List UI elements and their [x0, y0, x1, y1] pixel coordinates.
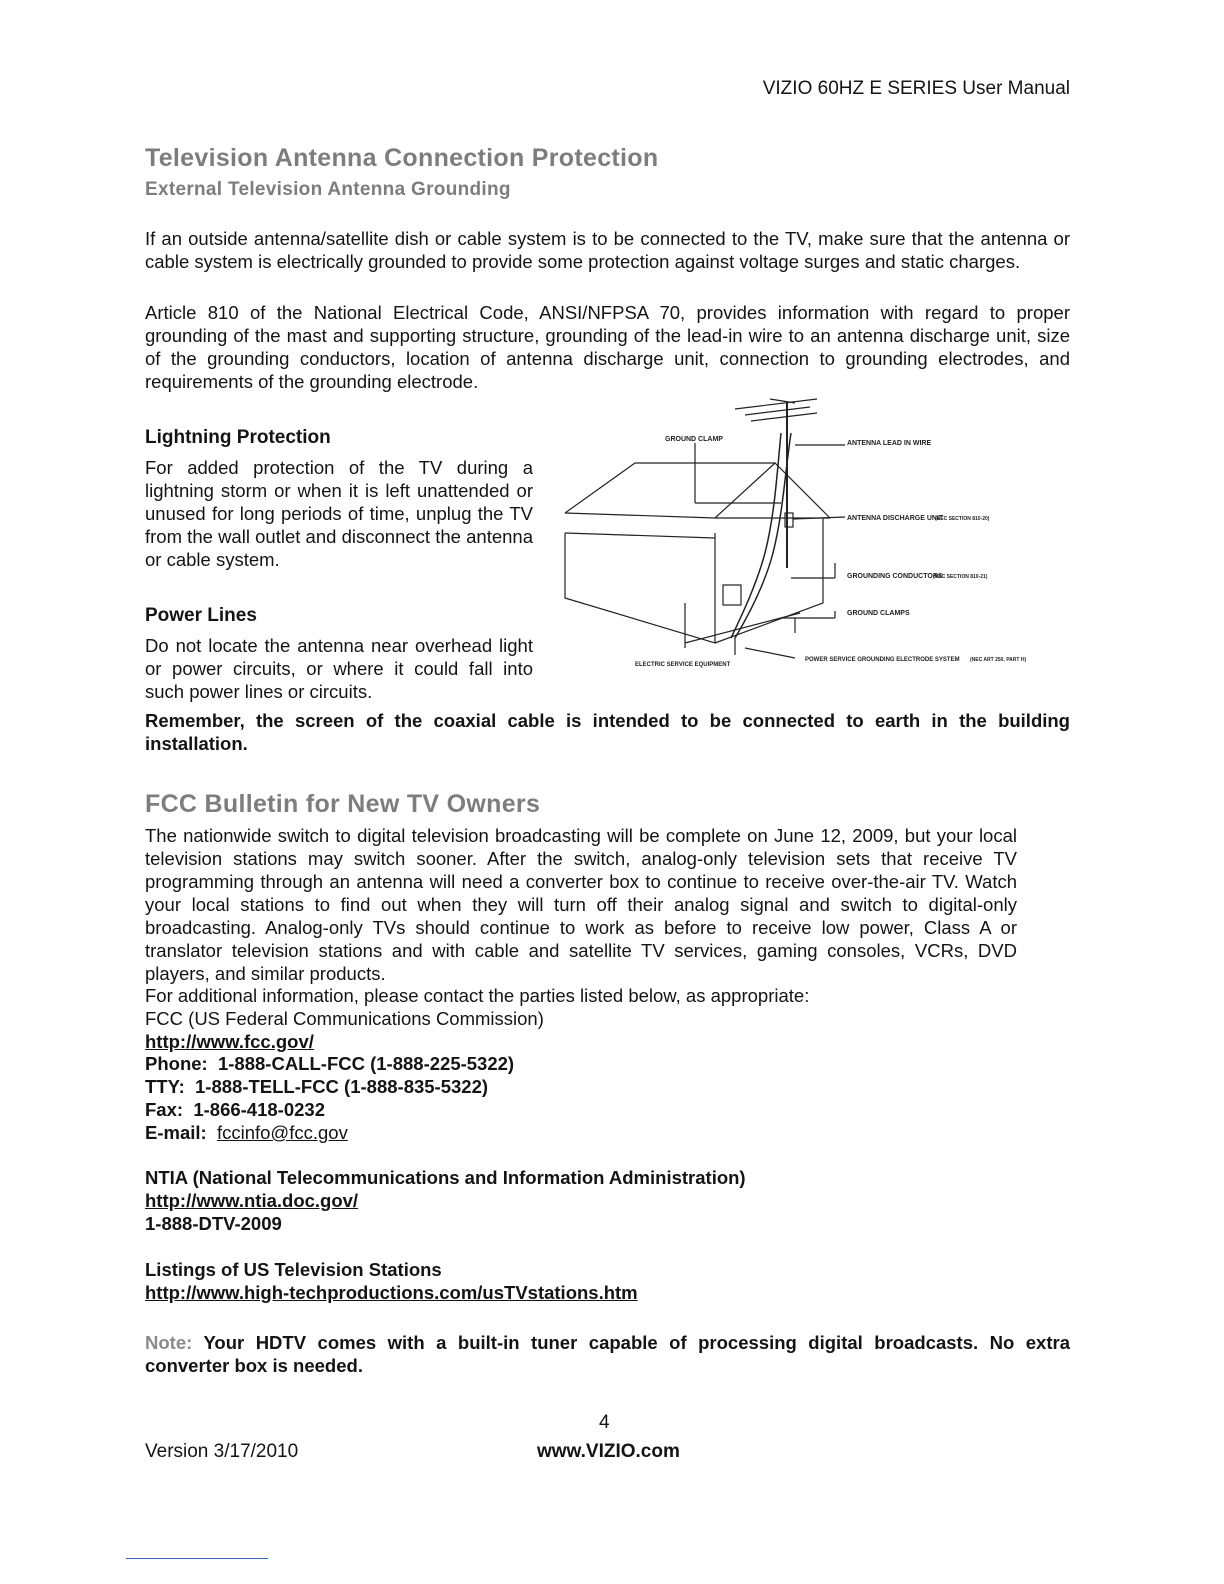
lightning-protection-text: For added protection of the TV during a lightning storm or when it is left unattended or unused for long periods of time, unplug the TV from the wall outlet and disconnect the antenna or cable system.	[145, 457, 533, 570]
email-link[interactable]: fccinfo@fcc.gov	[216, 1122, 348, 1143]
note-text: Your HDTV comes with a built-in tuner capable of processing digital broadcasts. No extra converter box is needed.	[145, 1332, 1070, 1376]
label-ground-clamps: GROUND CLAMPS	[847, 610, 910, 617]
label-antenna-lead: ANTENNA LEAD IN WIRE	[847, 440, 932, 447]
tty-label: TTY:	[145, 1076, 185, 1097]
power-lines-block	[145, 605, 257, 627]
ntia-phone: 1-888-DTV-2009	[145, 1213, 282, 1234]
ntia-url-link[interactable]: http://www.ntia.doc.gov/	[145, 1190, 359, 1211]
power-lines-text: Do not locate the antenna near overhead light or power circuits, or where it could fall into such power lines or circuits.	[145, 635, 533, 702]
label-power-ref: (NEC ART 250, PART H)	[970, 657, 1027, 663]
fax-label: Fax:	[145, 1099, 184, 1120]
phone-label: Phone:	[145, 1053, 208, 1074]
label-conductors-ref: (NEC SECTION 810-21)	[933, 574, 988, 580]
section-title-antenna-protection: Television Antenna Connection Protection	[145, 144, 659, 172]
lead-in-wire	[735, 433, 791, 638]
label-power-service: POWER SERVICE GROUNDING ELECTRODE SYSTEM	[805, 657, 960, 663]
article-810-paragraph: Article 810 of the National Electrical Code, ANSI/NFPSA 70, provides information with regard to proper grounding of the mast and supporting structure, grounding of the lead-in wire to an antenna discharge unit, size of the grounding conductors, location of antenna discharge unit, connection to grounding electrodes, and requirements of the grounding electrode.	[145, 302, 1070, 392]
electric-service-box	[723, 585, 741, 605]
antenna-grounding-diagram	[555, 393, 1045, 683]
subsection-title-grounding: External Television Antenna Grounding	[145, 179, 511, 200]
lightning-protection-heading: Lightning Protection	[145, 427, 331, 448]
bottom-rule	[126, 1558, 268, 1559]
label-discharge-unit: ANTENNA DISCHARGE UNIT	[847, 515, 944, 522]
note-label: Note:	[145, 1332, 193, 1353]
phone-value: 1-888-CALL-FCC (1-888-225-5322)	[217, 1053, 515, 1074]
email-label: E-mail:	[145, 1122, 207, 1143]
lightning-protection-block	[145, 427, 331, 449]
fcc-phone-line	[145, 1052, 514, 1075]
house-wall-outline	[565, 533, 715, 643]
house-roof-outline	[565, 463, 830, 518]
label-electric-service: ELECTRIC SERVICE EQUIPMENT	[635, 662, 731, 668]
label-grounding-conductors: GROUNDING CONDUCTORS	[847, 573, 943, 580]
fax-value: 1-866-418-0232	[193, 1099, 325, 1120]
version-footer: Version 3/17/2010	[145, 1441, 299, 1462]
fcc-name: FCC (US Federal Communications Commission)	[145, 1008, 544, 1029]
power-lines-heading: Power Lines	[145, 605, 257, 626]
listings-heading: Listings of US Television Stations	[145, 1259, 442, 1280]
tty-value: 1-888-TELL-FCC (1-888-835-5322)	[195, 1076, 489, 1097]
fcc-fax-line	[145, 1098, 325, 1121]
page-number: 4	[599, 1412, 610, 1433]
label-discharge-ref: (NEC SECTION 810-20)	[935, 516, 990, 522]
ntia-name: NTIA (National Telecommunications and Information Administration)	[145, 1167, 746, 1188]
contact-intro: For additional information, please contact the parties listed below, as appropriate:	[145, 985, 810, 1006]
remember-coaxial-statement: Remember, the screen of the coaxial cable is intended to be connected to earth in the building installation.	[145, 710, 1070, 754]
intro-paragraph: If an outside antenna/satellite dish or cable system is to be connected to the TV, make sure that the antenna or cable system is electrically grounded to provide some protection against voltage surges and static charges.	[145, 228, 1070, 272]
fcc-email-line	[145, 1121, 348, 1144]
fcc-url-link[interactable]: http://www.fcc.gov/	[145, 1031, 314, 1052]
section-title-fcc-bulletin: FCC Bulletin for New TV Owners	[145, 790, 541, 818]
website-footer: www.VIZIO.com	[537, 1441, 680, 1462]
manual-title-header: VIZIO 60HZ E SERIES User Manual	[762, 78, 1070, 99]
fcc-tty-line	[145, 1075, 488, 1098]
note-paragraph	[145, 1331, 1070, 1377]
listings-url-link[interactable]: http://www.high-techproductions.com/usTVstations.htm	[145, 1282, 638, 1303]
fcc-bulletin-body: The nationwide switch to digital television broadcasting will be complete on June 12, 2009, but your local television stations may switch sooner. After the switch, analog-only television sets that receive TV programming through an antenna will need a converter box to continue to receive over-the-air TV. Watch your local stations to find out when they will turn off their analog signal and switch to digital-only broadcasting. Analog-only TVs should continue to work as before to receive low power, Class A or translator television stations and with cable and satellite TV services, gaming consoles, VCRs, DVD players, and similar products.	[145, 825, 1017, 984]
label-ground-clamp: GROUND CLAMP	[665, 436, 723, 443]
